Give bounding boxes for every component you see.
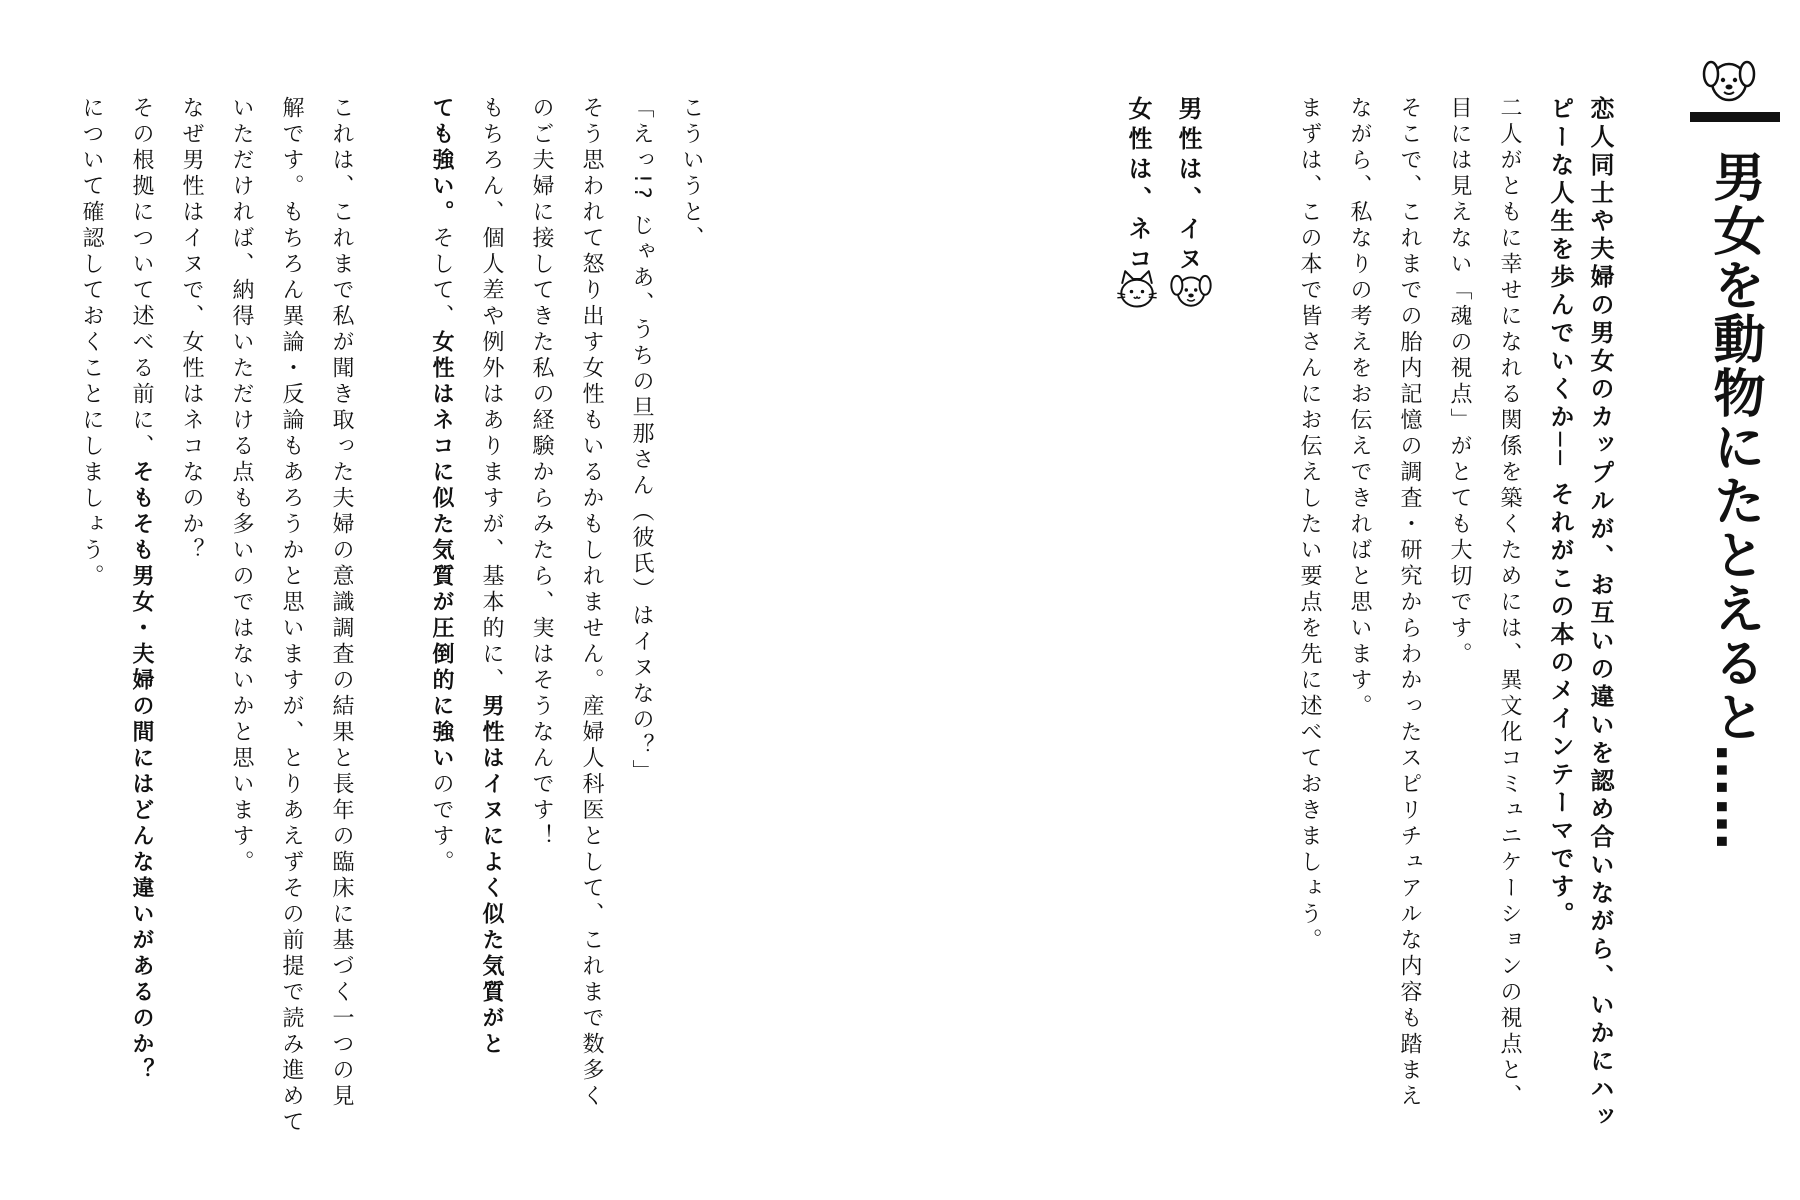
body-line-6 (430, 96, 452, 876)
body-line-3: そう思われて怒り出す女性もいるかもしれません。産婦人科医として、これまで数多く (579, 96, 604, 1110)
dog-icon (1168, 268, 1214, 312)
body-line-4: のご夫婦に接してきた私の経験からみたら、実はそうなんです！ (529, 96, 554, 850)
headline-male: 男性は、イヌ (1174, 96, 1202, 276)
intro-line-7: まずは、この本で皆さんにお伝えしたい要点を先に述べておきましょう。 (1297, 96, 1322, 954)
body-line-9: いただければ、納得いただける点も多いのではないかと思います。 (229, 96, 254, 876)
body-line-11-a: その根拠について述べる前に、 (129, 96, 154, 460)
intro-line-3: 二人がともに幸せになれる関係を築くためには、異文化コミュニケーションの視点と、 (1497, 96, 1522, 1110)
intro-line-6: ながら、私なりの考えをお伝えできればと思います。 (1347, 96, 1372, 720)
page-title: 男女を動物にたとえると…… (1704, 150, 1764, 852)
body-line-6-c: 女性はネコに似た気質が圧倒的に強い (429, 330, 454, 772)
body-line-8: 解です。もちろん異論・反論もあろうかと思いますが、とりあえずその前提で読み進めて (279, 96, 304, 1136)
headline-female: 女性は、ネコ (1124, 96, 1152, 276)
cat-icon (1114, 268, 1160, 312)
body-line-6-a: ても強い。 (429, 96, 454, 226)
intro-line-5: そこで、これまでの胎内記憶の調査・研究からわかったスピリチュアルな内容も踏まえ (1397, 96, 1422, 1110)
body-line-10: なぜ男性はイヌで、女性はネコなのか？ (179, 96, 204, 564)
body-line-6-b: そして、 (429, 226, 454, 330)
body-line-5-b: 男性はイヌによく似た気質がと (479, 694, 504, 1058)
body-line-1: こういうと、 (679, 96, 704, 252)
title-rule (1690, 112, 1780, 122)
body-line-11-b: そもそも男女・夫婦の間にはどんな違いがあるのか？ (129, 460, 154, 1084)
intro-line-2: ピーな人生を歩んでいくか── それがこの本のメインテーマです。 (1546, 96, 1574, 930)
intro-line-4: 目には見えない「魂の視点」がとても大切です。 (1447, 96, 1472, 668)
dog-icon (1700, 52, 1758, 108)
body-line-5 (480, 96, 502, 1058)
body-line-11 (130, 96, 152, 1084)
intro-line-1: 恋人同士や夫婦の男女のカップルが、お互いの違いを認め合いながら、いかにハッ (1586, 96, 1614, 1132)
body-line-2: 「えっ!? じゃあ、うちの旦那さん（彼氏）はイヌなの？」 (629, 96, 654, 786)
body-line-6-d: のです。 (429, 772, 454, 876)
body-line-5-a: もちろん、個人差や例外はありますが、基本的に、 (479, 96, 504, 694)
body-line-7: これは、これまで私が聞き取った夫婦の意識調査の結果と長年の臨床に基づく一つの見 (329, 96, 354, 1110)
body-line-12: について確認しておくことにしましょう。 (79, 96, 104, 590)
